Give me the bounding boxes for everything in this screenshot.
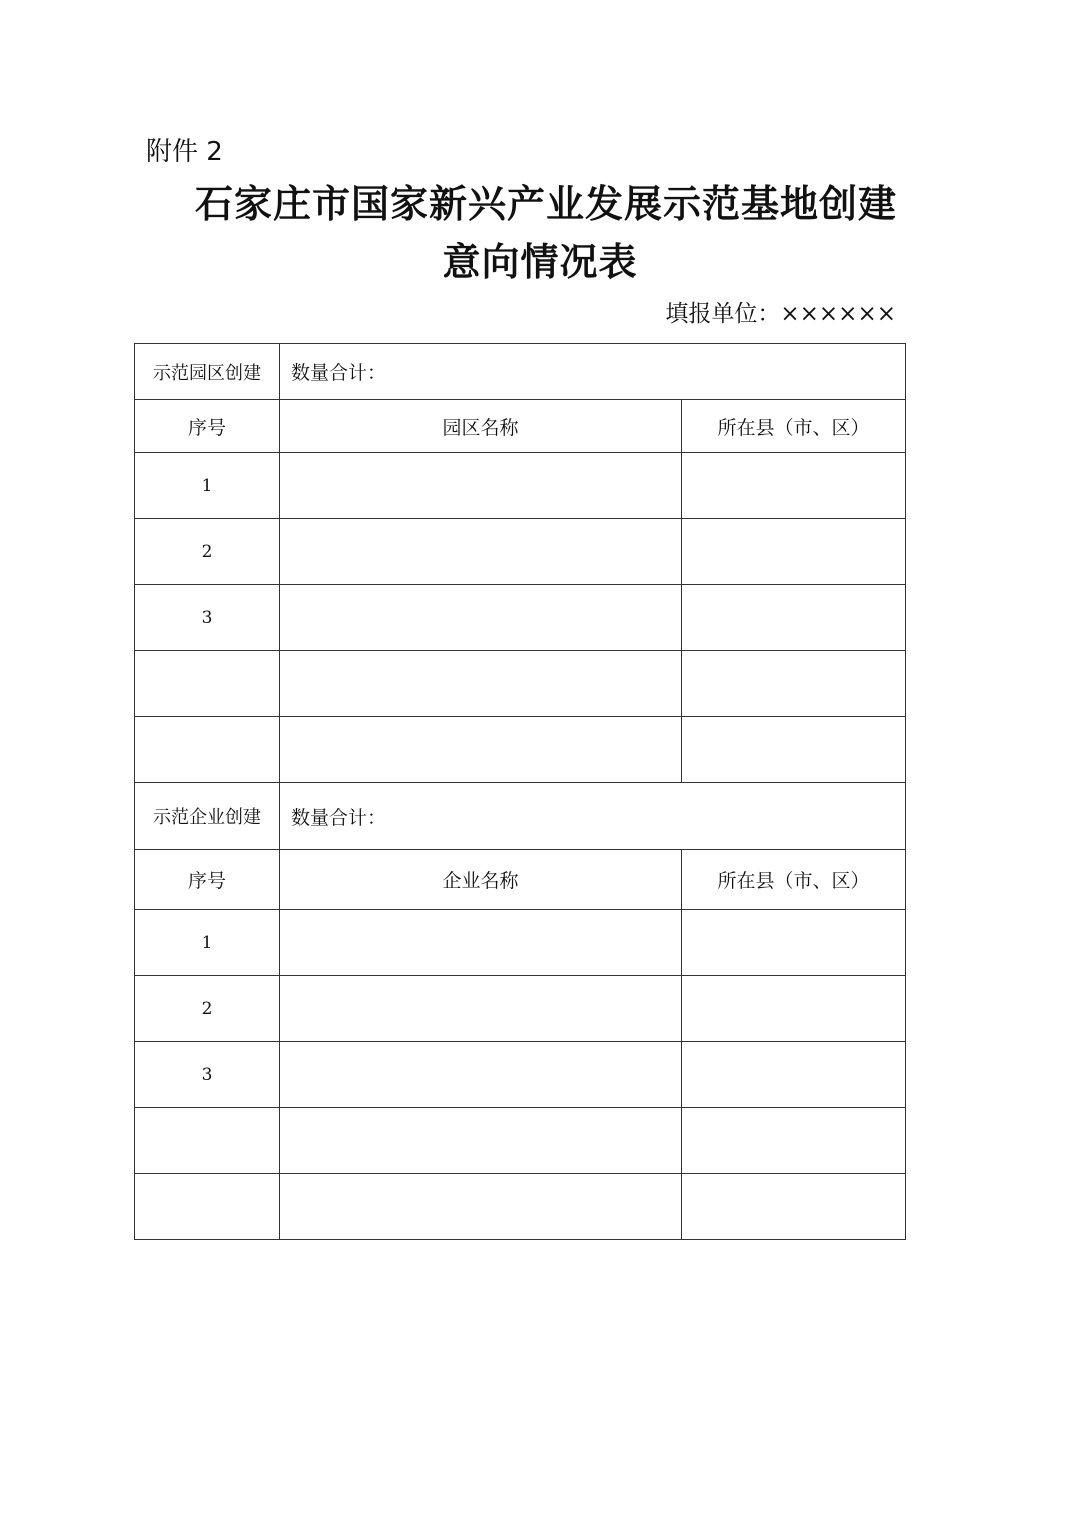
- intention-form-table: [134, 343, 906, 1240]
- enterprise-name-cell[interactable]: [280, 1108, 682, 1174]
- park-row-no: 3: [135, 585, 280, 651]
- enterprise-row-no: [135, 1108, 280, 1174]
- park-name-cell[interactable]: [280, 651, 682, 717]
- table-row: [135, 519, 906, 585]
- enterprise-section-label: 示范企业创建: [135, 783, 280, 850]
- enterprise-count-field[interactable]: 数量合计：: [280, 783, 906, 850]
- enterprise-county-cell[interactable]: [682, 1108, 906, 1174]
- table-row: [135, 1042, 906, 1108]
- enterprise-row-no: 1: [135, 910, 280, 976]
- park-county-cell[interactable]: [682, 585, 906, 651]
- table-row: [135, 453, 906, 519]
- park-col-no: 序号: [135, 400, 280, 453]
- enterprise-row-no: [135, 1174, 280, 1240]
- park-county-cell[interactable]: [682, 717, 906, 783]
- enterprise-name-cell[interactable]: [280, 1042, 682, 1108]
- park-row-no: [135, 651, 280, 717]
- park-count-field[interactable]: 数量合计：: [280, 344, 906, 400]
- park-header-row: [135, 400, 906, 453]
- enterprise-county-cell[interactable]: [682, 1042, 906, 1108]
- enterprise-name-cell[interactable]: [280, 976, 682, 1042]
- enterprise-county-cell[interactable]: [682, 1174, 906, 1240]
- enterprise-name-cell[interactable]: [280, 1174, 682, 1240]
- park-col-name: 园区名称: [280, 400, 682, 453]
- document-title-line1: 石家庄市国家新兴产业发展示范基地创建: [194, 181, 897, 226]
- park-name-cell[interactable]: [280, 717, 682, 783]
- enterprise-county-cell[interactable]: [682, 976, 906, 1042]
- table-row: [135, 910, 906, 976]
- enterprise-col-name: 企业名称: [280, 850, 682, 910]
- table-row: [135, 1108, 906, 1174]
- park-county-cell[interactable]: [682, 453, 906, 519]
- park-row-no: 1: [135, 453, 280, 519]
- table-row: [135, 585, 906, 651]
- park-county-cell[interactable]: [682, 651, 906, 717]
- table-row: [135, 976, 906, 1042]
- park-col-county: 所在县（市、区）: [682, 400, 906, 453]
- table-row: [135, 1174, 906, 1240]
- table-row: [135, 717, 906, 783]
- enterprise-county-cell[interactable]: [682, 910, 906, 976]
- document-title-line2: 意向情况表: [442, 239, 638, 284]
- park-name-cell[interactable]: [280, 585, 682, 651]
- enterprise-header-row: [135, 850, 906, 910]
- enterprise-row-no: 3: [135, 1042, 280, 1108]
- park-row-no: [135, 717, 280, 783]
- enterprise-name-cell[interactable]: [280, 910, 682, 976]
- enterprise-section-row: [135, 783, 906, 850]
- park-section-row: [135, 344, 906, 400]
- attachment-label: 附件 2: [146, 137, 223, 167]
- reporting-unit: 填报单位：××××××: [665, 301, 896, 327]
- enterprise-col-county: 所在县（市、区）: [682, 850, 906, 910]
- enterprise-row-no: 2: [135, 976, 280, 1042]
- park-row-no: 2: [135, 519, 280, 585]
- table-row: [135, 651, 906, 717]
- park-name-cell[interactable]: [280, 453, 682, 519]
- enterprise-col-no: 序号: [135, 850, 280, 910]
- park-section-label: 示范园区创建: [135, 344, 280, 400]
- park-name-cell[interactable]: [280, 519, 682, 585]
- park-county-cell[interactable]: [682, 519, 906, 585]
